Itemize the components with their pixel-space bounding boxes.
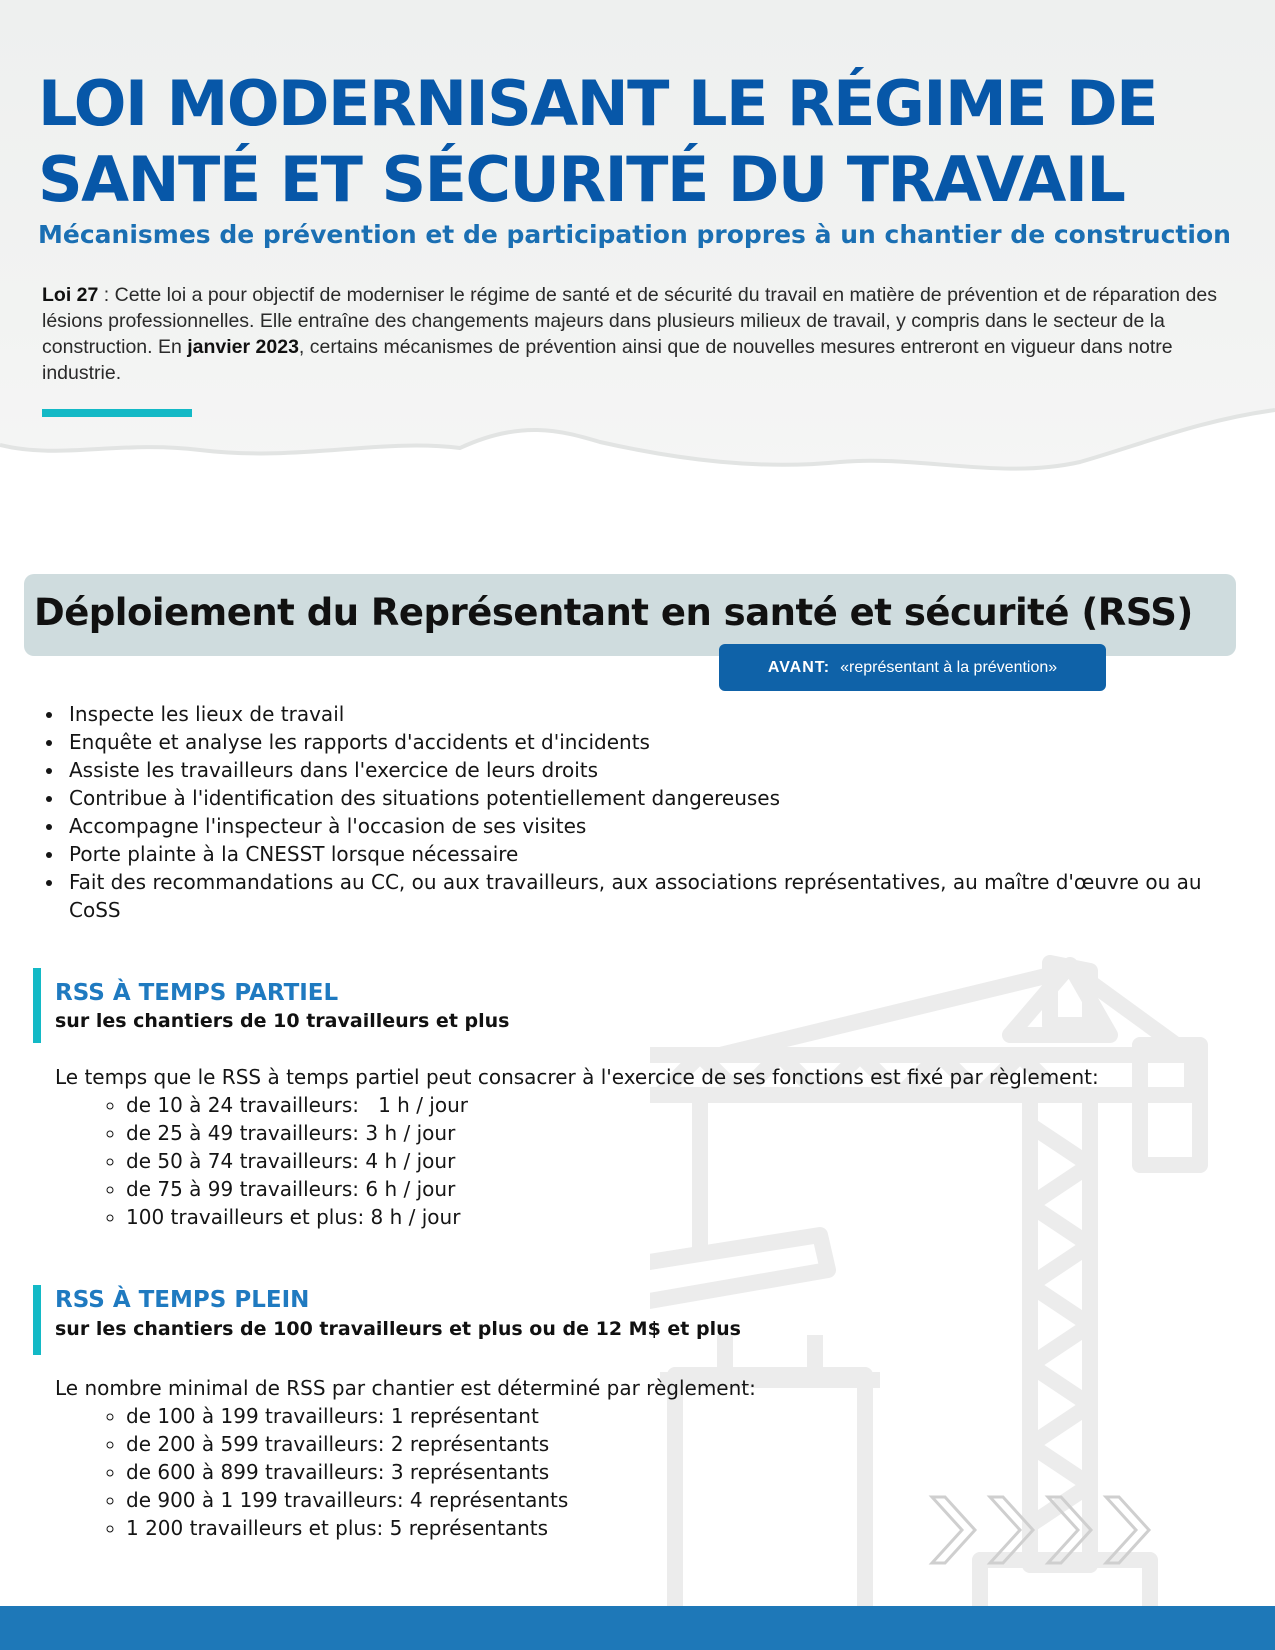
intro-date: janvier 2023 xyxy=(187,336,299,358)
list-item: ◦ 100 travailleurs et plus: 8 h / jour xyxy=(126,1203,468,1231)
intro-text-a: : Cette loi a pour objectif de moderniser le régime de santé et de sécurité du travail en matière de prévention et de réparation des lésions professionnelles. Elle entraîne des changements majeurs dans plusieurs milieux de travail, y compris dans le secteur de la construction. En xyxy=(42,284,1218,358)
crane-watermark-icon xyxy=(650,955,1270,1615)
list-item: • Assiste les travailleurs dans l'exercice de leurs droits xyxy=(65,756,1215,784)
full-time-subtitle: sur les chantiers de 100 travailleurs et plus ou de 12 M$ et plus xyxy=(55,1318,741,1340)
title-line-1: LOI MODERNISANT LE RÉGIME DE xyxy=(38,67,1157,140)
page-title xyxy=(38,66,1238,218)
full-time-intro: Le nombre minimal de RSS par chantier est déterminé par règlement: xyxy=(55,1376,756,1400)
accent-divider xyxy=(42,409,192,417)
section-title: Déploiement du Représentant en santé et sécurité (RSS) xyxy=(34,591,1193,634)
avant-value: «représentant à la prévention» xyxy=(840,658,1058,676)
full-time-title: RSS À TEMPS PLEIN xyxy=(55,1287,310,1313)
list-item: ◦ de 600 à 899 travailleurs: 3 représentants xyxy=(126,1458,568,1486)
part-time-accent-bar xyxy=(33,968,41,1043)
avant-label: AVANT: xyxy=(767,658,831,676)
full-time-list xyxy=(100,1402,568,1542)
torn-paper-edge xyxy=(0,400,1275,530)
list-item: ◦ 1 200 travailleurs et plus: 5 représentants xyxy=(126,1514,568,1542)
list-item: • Contribue à l'identification des situations potentiellement dangereuses xyxy=(65,784,1215,812)
list-item: ◦ de 25 à 49 travailleurs: 3 h / jour xyxy=(126,1119,468,1147)
list-item: • Accompagne l'inspecteur à l'occasion de ses visites xyxy=(65,812,1215,840)
list-item: ◦ de 10 à 24 travailleurs: 1 h / jour xyxy=(126,1091,468,1119)
list-item: • Porte plainte à la CNESST lorsque nécessaire xyxy=(65,840,1215,868)
full-time-accent-bar xyxy=(33,1285,41,1355)
list-item: ◦ de 50 à 74 travailleurs: 4 h / jour xyxy=(126,1147,468,1175)
page-subtitle: Mécanismes de prévention et de participation propres à un chantier de construction xyxy=(38,220,1231,249)
list-item: ◦ de 75 à 99 travailleurs: 6 h / jour xyxy=(126,1175,468,1203)
part-time-intro: Le temps que le RSS à temps partiel peut consacrer à l'exercice de ses fonctions est fixé par règlement: xyxy=(55,1065,1099,1089)
list-item: • Inspecte les lieux de travail xyxy=(65,700,1215,728)
part-time-title: RSS À TEMPS PARTIEL xyxy=(55,980,339,1006)
intro-text-b: , certains mécanismes de prévention ainsi que de nouvelles mesures entreront en vigueur dans notre industrie. xyxy=(42,336,1173,384)
intro-law-name: Loi 27 xyxy=(42,284,99,306)
avant-badge xyxy=(719,644,1106,691)
part-time-list xyxy=(100,1091,468,1231)
part-time-subtitle: sur les chantiers de 10 travailleurs et plus xyxy=(55,1010,510,1032)
list-item: ◦ de 100 à 199 travailleurs: 1 représentant xyxy=(126,1402,568,1430)
duties-list xyxy=(40,700,1215,924)
footer-bar xyxy=(0,1606,1275,1650)
title-line-2: SANTÉ ET SÉCURITÉ DU TRAVAIL xyxy=(38,143,1125,216)
list-item: ◦ de 200 à 599 travailleurs: 2 représentants xyxy=(126,1430,568,1458)
list-item: ◦ de 900 à 1 199 travailleurs: 4 représentants xyxy=(126,1486,568,1514)
list-item: • Enquête et analyse les rapports d'accidents et d'incidents xyxy=(65,728,1215,756)
intro-paragraph xyxy=(42,282,1222,386)
list-item: • Fait des recommandations au CC, ou aux travailleurs, aux associations représentatives, au maître d'œuvre ou au CoSS xyxy=(65,868,1215,924)
